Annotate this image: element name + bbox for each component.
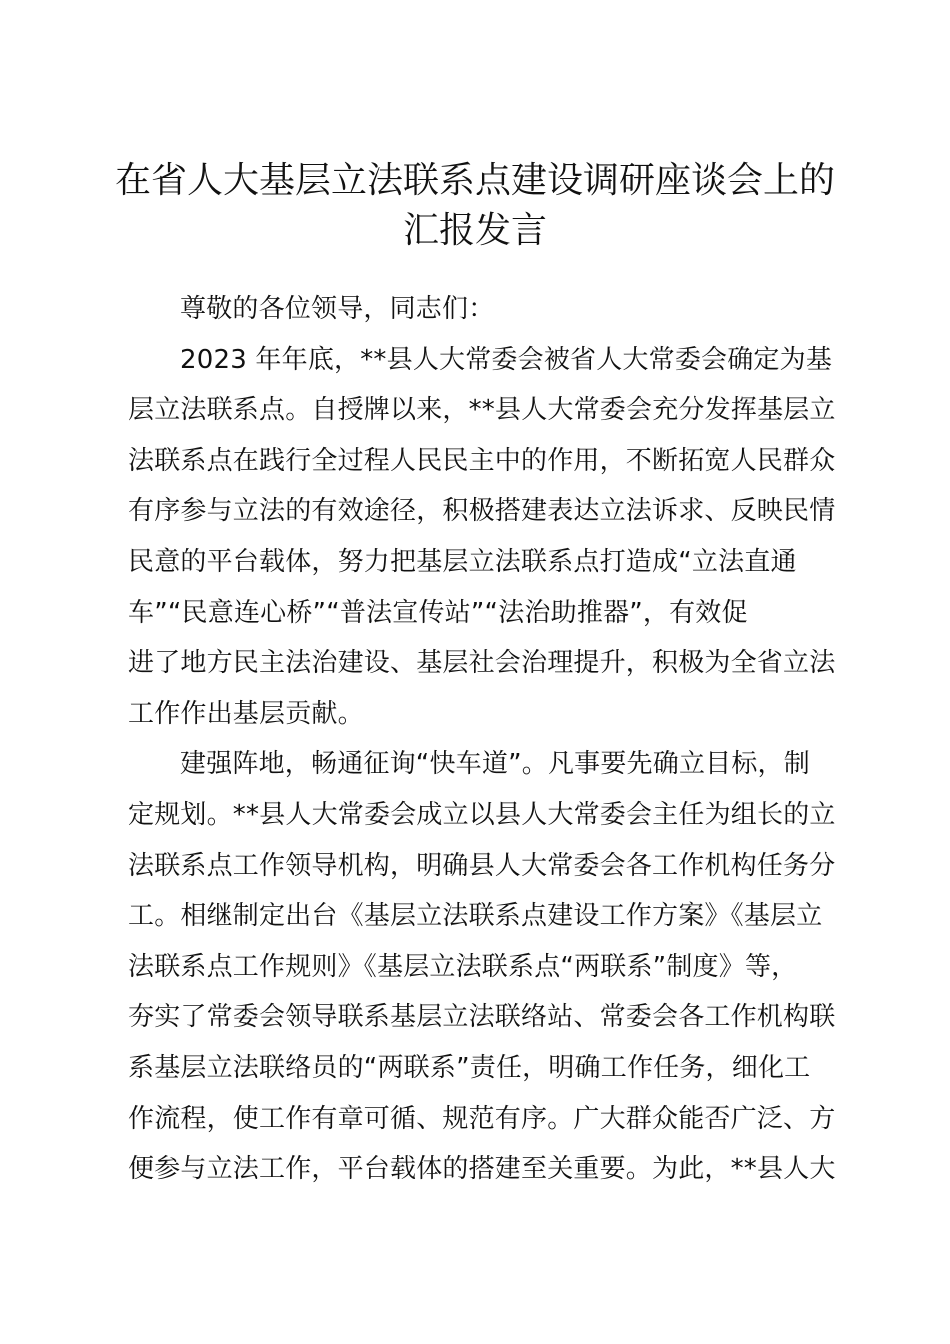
paragraph-2-line: 定规划。**县人大常委会成立以县人大常委会主任为组长的立 (128, 799, 836, 830)
paragraph-1-line: 层立法联系点。自授牌以来，**县人大常委会充分发挥基层立 (128, 395, 836, 426)
paragraph-2-line: 系基层立法联络员的“两联系”责任，明确工作任务，细化工 (128, 1052, 811, 1083)
salutation: 尊敬的各位领导，同志们： (180, 294, 495, 324)
paragraph-2-line: 法联系点工作规则》《基层立法联系点“两联系”制度》等， (128, 951, 798, 982)
paragraph-1-line: 有序参与立法的有效途径，积极搭建表达立法诉求、反映民情 (128, 496, 836, 527)
paragraph-1-line: 工作作出基层贡献。 (128, 698, 364, 729)
paragraph-2-line: 法联系点工作领导机构，明确县人大常委会各工作机构任务分 (128, 850, 836, 881)
paragraph-1-line: 进了地方民主法治建设、基层社会治理提升，积极为全省立法 (128, 648, 836, 679)
paragraph-1-line: 法联系点在践行全过程人民民主中的作用，不断拓宽人民群众 (128, 445, 836, 476)
paragraph-2-line: 便参与立法工作，平台载体的搭建至关重要。为此，**县人大 (128, 1154, 836, 1185)
paragraph-1-line: 2023 年年底，**县人大常委会被省人大常委会确定为基 (180, 344, 833, 375)
paragraph-1-line: 民意的平台载体，努力把基层立法联系点打造成“立法直通 (128, 546, 797, 577)
document-body (128, 284, 838, 1195)
document-title-line-1: 在省人大基层立法联系点建设调研座谈会上的 (114, 160, 835, 201)
paragraph-2-line: 建强阵地，畅通征询“快车道”。凡事要先确立目标，制 (180, 749, 810, 780)
paragraph-2-line: 作流程，使工作有章可循、规范有序。广大群众能否广泛、方 (128, 1103, 836, 1134)
paragraph-1-line: 车”“民意连心桥”“普法宣传站”“法治助推器”，有效促 (128, 597, 748, 628)
paragraph-2-line: 工。相继制定出台《基层立法联系点建设工作方案》《基层立 (128, 901, 823, 932)
document-title-line-2: 汇报发言 (402, 210, 547, 251)
paragraph-2-line: 夯实了常委会领导联系基层立法联络站、常委会各工作机构联 (128, 1002, 836, 1033)
